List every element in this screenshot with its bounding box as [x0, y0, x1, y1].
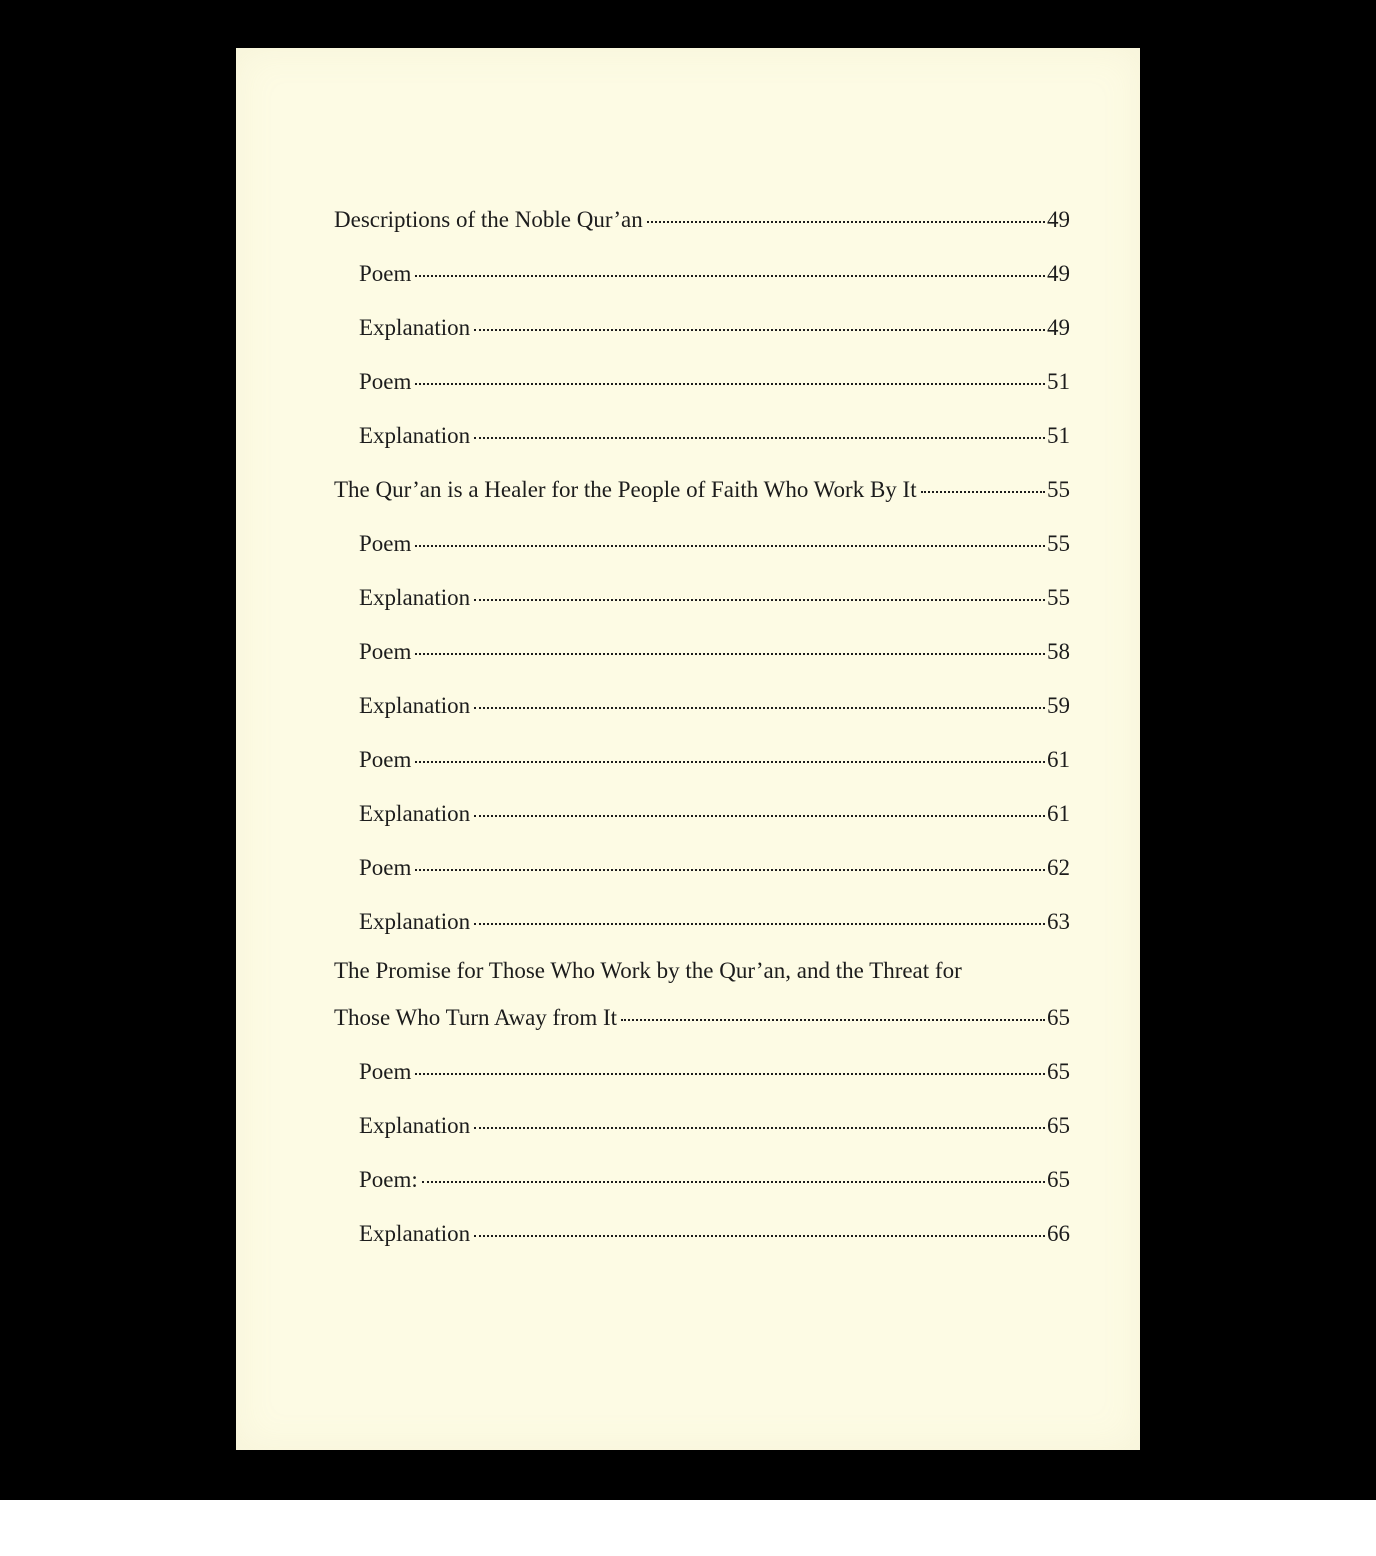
- toc-entry-title: Explanation: [359, 585, 471, 610]
- dot-leader: [921, 474, 1045, 497]
- toc-entry-title: Explanation: [359, 1113, 471, 1138]
- toc-entry-title: Poem: [359, 531, 412, 556]
- dot-leader: [474, 420, 1045, 443]
- toc-entry-sub: [359, 690, 1070, 717]
- dot-leader: [415, 1056, 1045, 1079]
- toc-entry-sub: [359, 1164, 1070, 1191]
- toc-entry-sub: [359, 312, 1070, 339]
- toc-entry-sub: [359, 366, 1070, 393]
- dot-leader: [415, 852, 1045, 875]
- table-of-contents: [236, 48, 1140, 1450]
- dot-leader: [415, 258, 1045, 281]
- toc-entry-page: 51: [1047, 369, 1070, 394]
- toc-entry-page: 55: [1047, 477, 1070, 502]
- toc-entry-page: 62: [1047, 855, 1070, 880]
- toc-entry-page: 61: [1047, 747, 1070, 772]
- toc-entry-sub: [359, 420, 1070, 447]
- dot-leader: [621, 1002, 1045, 1025]
- toc-entry-sub: [359, 636, 1070, 663]
- toc-entry-title: Poem: [359, 639, 412, 664]
- toc-entry-title: Explanation: [359, 801, 471, 826]
- toc-entry-page: 65: [1047, 1113, 1070, 1138]
- toc-entry-sub: [359, 582, 1070, 609]
- dot-leader: [415, 528, 1045, 551]
- toc-entry-section: [334, 474, 1070, 501]
- dot-leader: [474, 690, 1045, 713]
- dot-leader: [415, 366, 1045, 389]
- toc-entry-section-title-line1: The Promise for Those Who Work by the Qur’an, and the Threat for: [334, 958, 962, 983]
- toc-entry-section: [334, 1002, 1070, 1029]
- toc-entry-title: The Qur’an is a Healer for the People of Faith Who Work By It: [334, 477, 917, 502]
- toc-entry-title: Explanation: [359, 423, 471, 448]
- toc-entry-title: Poem: [359, 261, 412, 286]
- toc-entry-sub: [359, 744, 1070, 771]
- toc-entry-sub: [359, 1110, 1070, 1137]
- toc-entry-sub: [359, 906, 1070, 933]
- dot-leader: [474, 1218, 1045, 1241]
- toc-entry-page: 49: [1047, 315, 1070, 340]
- dot-leader: [415, 744, 1045, 767]
- toc-entry-sub: [359, 852, 1070, 879]
- dot-leader: [474, 798, 1045, 821]
- toc-entry-title: Explanation: [359, 315, 471, 340]
- toc-entry-page: 61: [1047, 801, 1070, 826]
- toc-entry-page: 65: [1047, 1005, 1070, 1030]
- toc-entry-page: 65: [1047, 1059, 1070, 1084]
- toc-entry-title: Poem:: [359, 1167, 418, 1192]
- dot-leader: [422, 1164, 1045, 1187]
- dot-leader: [474, 582, 1045, 605]
- toc-entry-title: Poem: [359, 855, 412, 880]
- toc-entry-page: 63: [1047, 909, 1070, 934]
- toc-entry-title: Explanation: [359, 693, 471, 718]
- toc-entry-page: 65: [1047, 1167, 1070, 1192]
- toc-entry-title: Poem: [359, 747, 412, 772]
- toc-entry-page: 55: [1047, 531, 1070, 556]
- toc-entry-title: Explanation: [359, 909, 471, 934]
- dot-leader: [647, 204, 1045, 227]
- toc-entry-title: Explanation: [359, 1221, 471, 1246]
- dot-leader: [474, 312, 1045, 335]
- toc-entry-sub: [359, 1218, 1070, 1245]
- toc-entry-sub: [359, 798, 1070, 825]
- toc-entry-page: 59: [1047, 693, 1070, 718]
- toc-entry-section: [334, 204, 1070, 231]
- toc-entry-page: 51: [1047, 423, 1070, 448]
- toc-entry-sub: [359, 258, 1070, 285]
- toc-entry-page: 49: [1047, 207, 1070, 232]
- dot-leader: [415, 636, 1045, 659]
- toc-entry-page: 55: [1047, 585, 1070, 610]
- toc-entry-page: 66: [1047, 1221, 1070, 1246]
- book-page: [236, 48, 1140, 1450]
- toc-entry-title: Those Who Turn Away from It: [334, 1005, 618, 1030]
- toc-entry-sub: [359, 1056, 1070, 1083]
- toc-entry-title: Descriptions of the Noble Qur’an: [334, 207, 643, 232]
- toc-entry-page: 58: [1047, 639, 1070, 664]
- toc-entry-sub: [359, 528, 1070, 555]
- toc-entry-page: 49: [1047, 261, 1070, 286]
- toc-entry-title: Poem: [359, 369, 412, 394]
- toc-entry-title: Poem: [359, 1059, 412, 1084]
- dot-leader: [474, 1110, 1045, 1133]
- dot-leader: [474, 906, 1045, 929]
